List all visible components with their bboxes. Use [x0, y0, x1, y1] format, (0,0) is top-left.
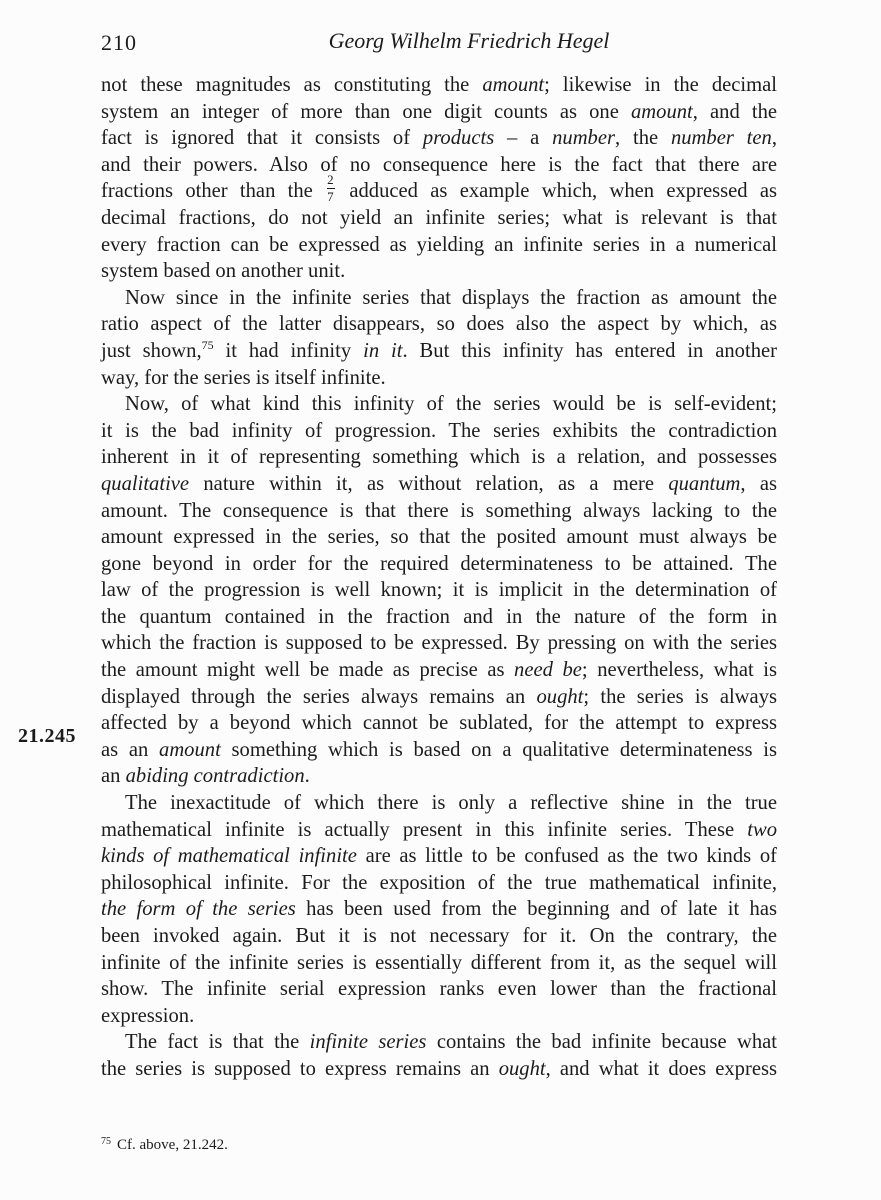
text-line: affected by a beyond which cannot be sublated, for the attempt to express [101, 712, 777, 735]
text-line: amount. The consequence is that there is something always lacking to the [101, 499, 777, 522]
text-line: system based on another unit. [101, 260, 346, 283]
text-line: not these magnitudes as constituting the amount; likewise in the decimal [101, 74, 777, 96]
text-line: the amount might well be made as precise as need be; nevertheless, what is [101, 659, 777, 682]
page-number: 210 [101, 30, 137, 55]
text-line: an abiding contradiction. [101, 765, 310, 788]
text-line: the form of the series has been used from the beginning and of late it has [101, 898, 777, 921]
text-line: fractions other than the $\frac{2}{7}$ adduced as example which, when expressed as [101, 172, 777, 205]
text-line: ratio aspect of the latter disappears, so does also the aspect by which, as [101, 313, 777, 336]
text-line: The inexactitude of which there is only a reflective shine in the true [125, 792, 777, 815]
paragraph-4 [101, 790, 777, 1029]
text-line: and their powers. Also of no consequence here is the fact that there are [101, 153, 777, 176]
footnote-reference[interactable]: 75 [201, 337, 214, 352]
text-line: every fraction can be expressed as yielding an infinite series in a numerical [101, 233, 777, 256]
text-line: it is the bad infinity of progression. The series exhibits the contradiction [101, 419, 777, 442]
text-line: which the fraction is supposed to be expressed. By pressing on with the series [101, 632, 777, 655]
footnote-number: 75 [101, 1136, 111, 1147]
text-line: qualitative nature within it, as without relation, as a mere quantum, as [101, 472, 777, 495]
text-line: Now, of what kind this infinity of the series would be is self-evident; [125, 393, 777, 416]
text-line: system an integer of more than one digit counts as one amount, and the [101, 100, 778, 123]
text-line: decimal fractions, do not yield an infinite series; what is relevant is that [101, 206, 777, 229]
text-line: amount expressed in the series, so that the posited amount must always be [101, 526, 777, 549]
footnote [101, 1136, 228, 1154]
text-line: been invoked again. But it is not necessary for it. On the contrary, the [101, 925, 777, 947]
paragraph-5 [101, 1029, 777, 1082]
text-line: just shown,$^{75}$ it had infinity in it. But this infinity has entered in another [101, 337, 777, 362]
text-line: expression. [101, 1004, 195, 1027]
paragraph-2 [101, 285, 777, 391]
footnote-text: Cf. above, 21.242. [117, 1137, 228, 1153]
text-line: infinite of the infinite series is essentially different from it, as the sequel will [101, 951, 777, 974]
text-line: mathematical infinite is actually present in this infinite series. These two [101, 818, 777, 841]
text-line: philosophical infinite. For the exposition of the true mathematical infinite, [101, 871, 777, 894]
text-line: as an amount something which is based on a qualitative determinateness is [101, 738, 777, 761]
text-line: the quantum contained in the fraction and in the nature of the form in [101, 605, 777, 628]
text-line: displayed through the series always remains an ought; the series is always [101, 685, 777, 708]
text-line: fact is ignored that it consists of products – a number, the number ten, [101, 127, 777, 150]
text-line: the series is supposed to express remains an ought, and what it does express [101, 1057, 777, 1080]
text-line: way, for the series is itself infinite. [101, 366, 386, 389]
body-text [101, 72, 777, 1083]
text-line: The fact is that the infinite series contains the bad infinite because what [125, 1031, 778, 1054]
fraction: $\frac{2}{7}$ [327, 172, 334, 205]
paragraph-3 [101, 391, 777, 790]
text-line: law of the progression is well known; it is implicit in the determination of [101, 579, 777, 602]
text-line: gone beyond in order for the required determinateness to be attained. The [101, 552, 777, 575]
text-line: inherent in it of representing something which is a relation, and possesses [101, 446, 777, 469]
paragraph-1 [101, 72, 777, 285]
running-head: Georg Wilhelm Friedrich Hegel [328, 28, 610, 53]
margin-reference: 21.245 [18, 725, 76, 747]
text-line: show. The infinite serial expression ranks even lower than the fractional [101, 978, 777, 1001]
page-header [101, 28, 777, 62]
text-line: Now since in the infinite series that displays the fraction as amount the [125, 286, 777, 309]
text-line: kinds of mathematical infinite are as little to be confused as the two kinds of [101, 845, 777, 868]
